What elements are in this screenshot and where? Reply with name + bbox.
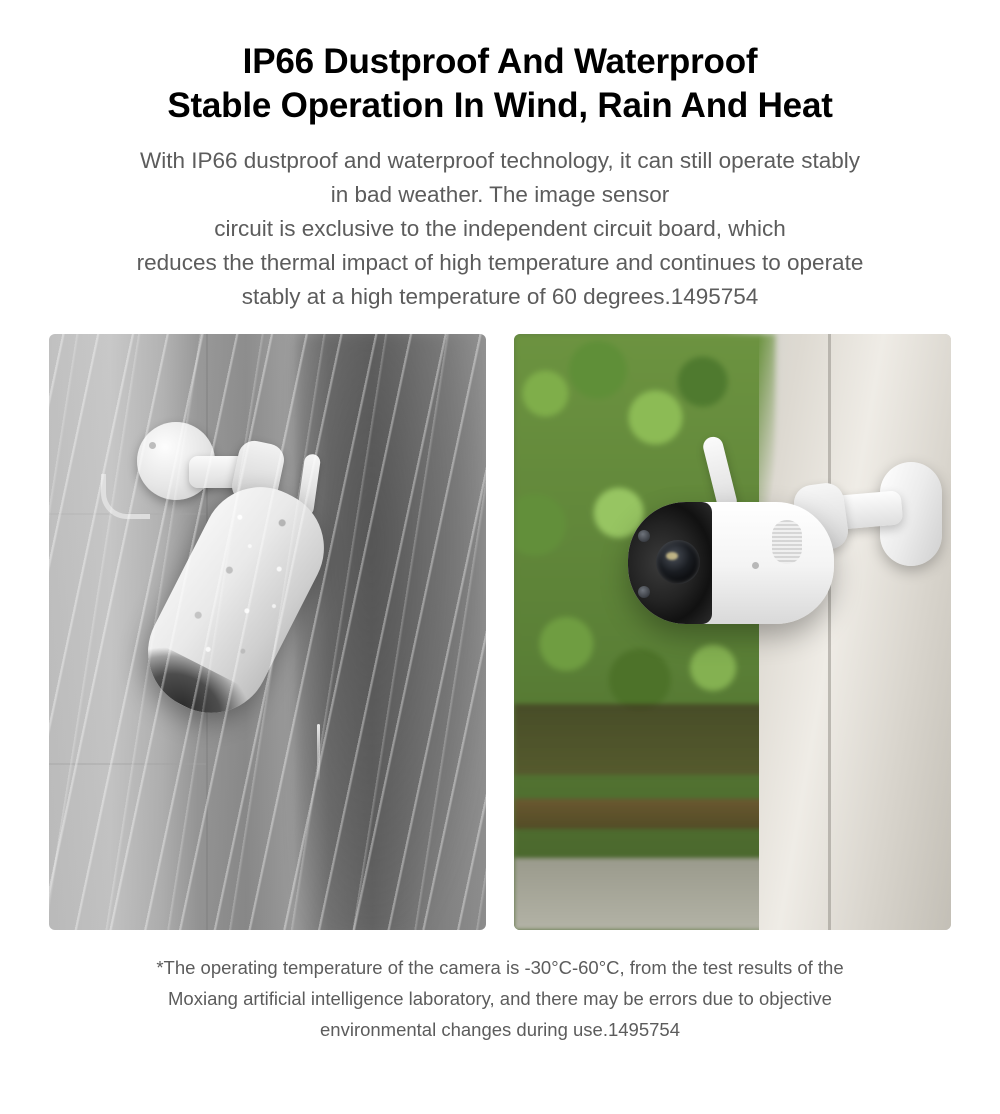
infrared-led-bottom <box>638 586 650 598</box>
ground <box>514 858 767 930</box>
speaker-grille <box>772 520 802 564</box>
description-line-4: reduces the thermal impact of high temperature and continues to operate <box>136 250 864 275</box>
rain-streaks-overlay <box>49 334 486 930</box>
foliage-background <box>514 334 776 930</box>
footnote-line-3: environmental changes during use.1495754 <box>320 1019 680 1040</box>
footnote-line-2: Moxiang artificial intelligence laboratory, and there may be errors due to objective <box>168 988 832 1009</box>
fence-rail <box>514 799 767 829</box>
fence-top <box>514 704 767 776</box>
page-title-line-2: Stable Operation In Wind, Rain And Heat <box>167 86 833 125</box>
camera-in-rain-photo <box>49 334 486 930</box>
footnote <box>60 952 940 1045</box>
description-line-5: stably at a high temperature of 60 degrees.1495754 <box>241 284 759 309</box>
description-paragraph <box>20 144 980 314</box>
page-title-line-1: IP66 Dustproof And Waterproof <box>242 42 758 81</box>
description-line-3: circuit is exclusive to the independent circuit board, which <box>214 216 786 241</box>
status-led <box>752 562 759 569</box>
photo-row <box>49 334 951 930</box>
camera-in-garden-photo <box>514 334 951 930</box>
footnote-line-1: *The operating temperature of the camera is -30°C-60°C, from the test results of the <box>156 957 844 978</box>
description-line-2: in bad weather. The image sensor <box>330 182 670 207</box>
camera-lens <box>656 540 700 584</box>
infrared-led-top <box>638 530 650 542</box>
description-line-1: With IP66 dustproof and waterproof technology, it can still operate stably <box>140 148 860 173</box>
page-title <box>0 0 1000 128</box>
exterior-wall <box>759 334 951 930</box>
